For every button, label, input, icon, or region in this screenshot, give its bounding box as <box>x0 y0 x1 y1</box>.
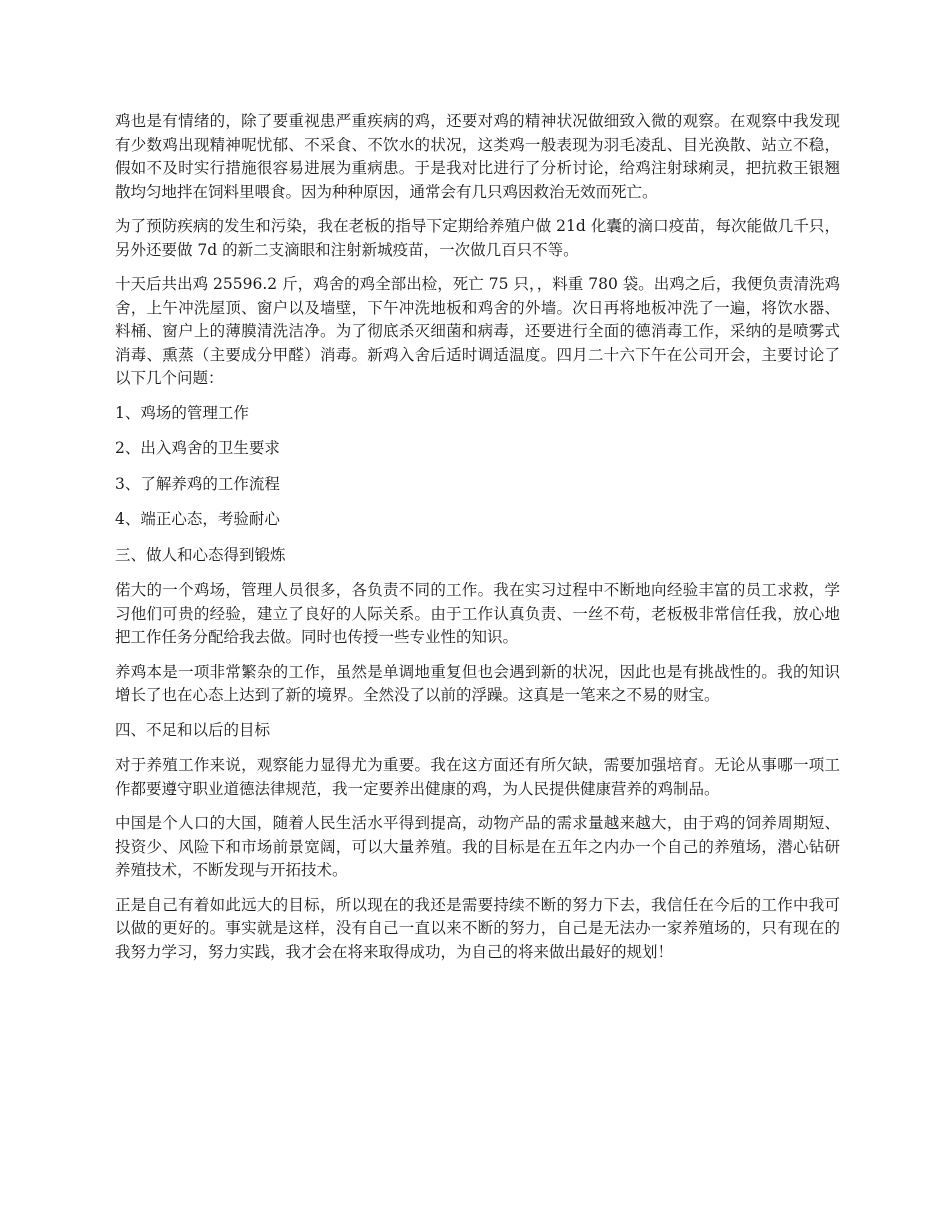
document-body <box>115 110 840 975</box>
list-item-1: 1、鸡场的管理工作 <box>115 403 249 422</box>
list-item-4: 4、端正心态，考验耐心 <box>115 510 280 528</box>
paragraph-conclusion: 正是自己有着如此远大的目标，所以现在的我还是需要持续不断的努力下去，我信任在今后的工作中我可以做的更好的。事实就是这样，没有自己一直以来不断的努力，自己是无法办一家养殖场的，只有现在的我努力学习，努力实践，我才会在将来取得成功，为自己的将来做出最好的规划！ <box>115 895 840 961</box>
paragraph-personal-growth: 偌大的一个鸡场，管理人员很多，各负责不同的工作。我在实习过程中不断地向经验丰富的员工求救，学习他们可贵的经验，建立了良好的人际关系。由于工作认真负责、一丝不苟，老板极非常信任我，放心地把工作任务分配给我去做。同时也传授一些专业性的知识。 <box>115 581 840 646</box>
paragraph-challenge: 养鸡本是一项非常繁杂的工作，虽然是单调地重复但也会遇到新的状况，因此也是有挑战性的。我的知识增长了也在心态上达到了新的境界。全然没了以前的浮躁。这真是一笔来之不易的财宝。 <box>115 662 840 704</box>
paragraph-vaccination: 为了预防疾病的发生和污染，我在老板的指导下定期给养殖户做 21d 化囊的滴口疫苗，每次能做几千只，另外还要做 7d 的新二支滴眼和注射新城疫苗，一次做几百只不等。 <box>115 217 840 259</box>
section-heading-3: 三、做人和心态得到锻炼 <box>115 545 286 564</box>
list-item-3: 3、了解养鸡的工作流程 <box>115 474 280 493</box>
paragraph-shipment-cleaning: 十天后共出鸡 25596.2 斤，鸡舍的鸡全部出检，死亡 75 只，，料重 780 袋。出鸡之后，我便负责清洗鸡舍，上午冲洗屋顶、窗户以及墙壁，下午冲洗地板和鸡舍的外墙。次日再将地板冲洗了一遍，将饮水器、料桶、窗户上的薄膜清洗洁净。为了彻底杀灭细菌和病毒，还要进行全面的德消毒工作，采纳的是喷雾式消毒、熏蒸（主要成分甲醛）消毒。新鸡入舍后适时调适温度。四月二十六下午在公司开会，主要讨论了以下几个问题： <box>115 275 840 387</box>
section-heading-4: 四、不足和以后的目标 <box>115 720 271 739</box>
paragraph-goal: 中国是个人口的大国，随着人民生活水平得到提高，动物产品的需求量越来越大，由于鸡的饲养周期短、投资少、风险下和市场前景宽阔，可以大量养殖。我的目标是在五年之内办一个自己的养殖场，潜心钻研养殖技术，不断发现与开拓技术。 <box>115 814 840 879</box>
list-item-2: 2、出入鸡舍的卫生要求 <box>115 439 280 457</box>
paragraph-sick-chicken-observation: 鸡也是有情绪的，除了要重视患严重疾病的鸡，还要对鸡的精神状况做细致入微的观察。在观察中我发现有少数鸡出现精神呢忧郁、不采食、不饮水的状况，这类鸡一般表现为羽毛凌乱、目光涣散、站立不稳，假如不及时实行措施很容易进展为重病患。于是我对比进行了分析讨论，给鸡注射球痢灵，把抗救王银翘散均匀地拌在饲料里喂食。因为种种原因，通常会有几只鸡因救治无效而死亡。 <box>115 112 840 201</box>
paragraph-shortcomings: 对于养殖工作来说，观察能力显得尤为重要。我在这方面还有所欠缺，需要加强培育。无论从事哪一项工作都要遵守职业道德法律规范，我一定要养出健康的鸡，为人民提供健康营养的鸡制品。 <box>115 756 840 798</box>
